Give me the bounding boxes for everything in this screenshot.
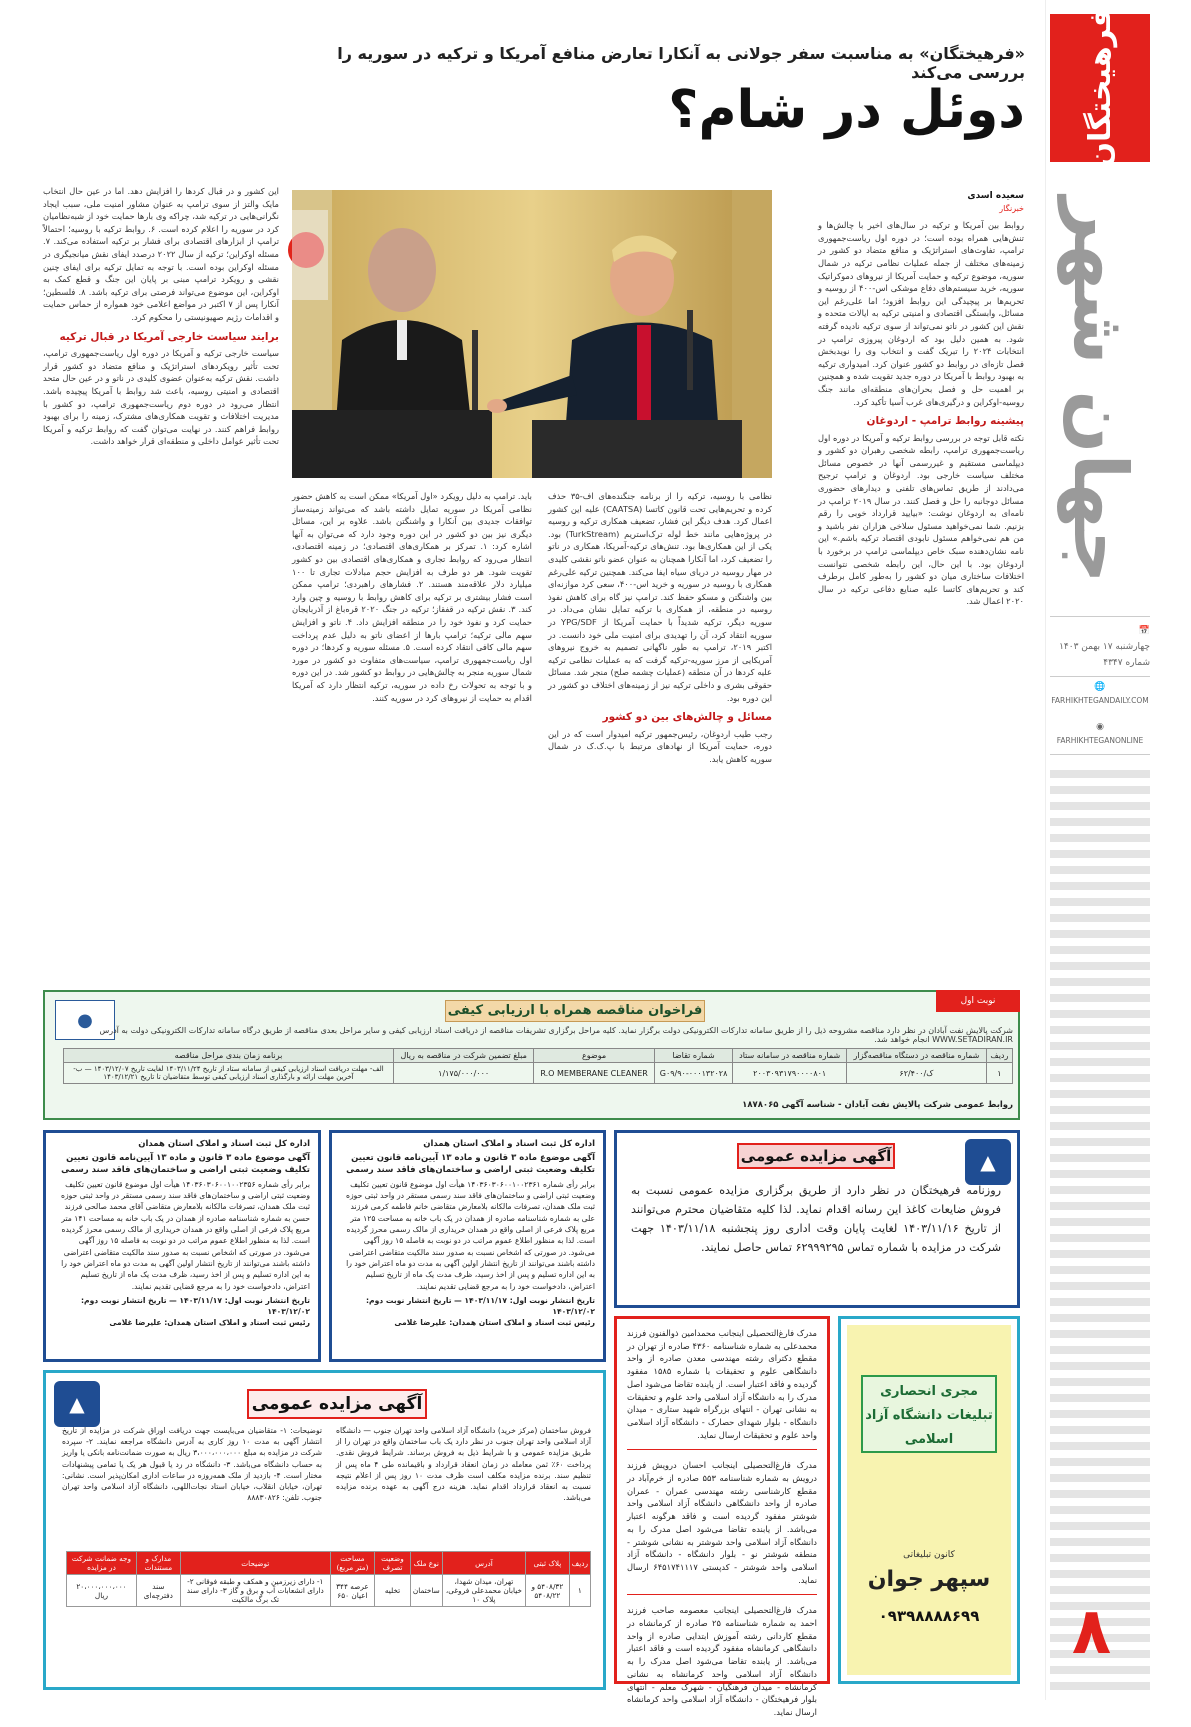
decorative-stripe [1050, 1586, 1150, 1594]
decorative-stripe [1050, 1106, 1150, 1114]
decorative-stripe [1050, 1202, 1150, 1210]
decorative-stripe [1050, 834, 1150, 842]
decorative-stripe [1050, 1026, 1150, 1034]
table-row: ۱ ۵۴۰۸/۳۲ و ۵۴۰۸/۲۲ تهران، میدان شهدا، خیابان محمدعلی فروغی، پلاک ۱۰ ساختمان تخلیه عرصه ۳۴۴ اعیان ۶۵۰ ۱- دارای زیرزمین و همکف و طبقه فوقانی ۲- دارای انشعابات آب و برق و گاز ۳- دارای سند تک برگ مالکیت سند دفترچه‌ای ۲۰،۰۰۰،۰۰۰،۰۰۰ ریال [67, 1575, 591, 1607]
globe-icon: 🌐 [1094, 682, 1106, 692]
leaders-press-conference-image [292, 190, 772, 478]
article-column-1 [818, 190, 1024, 870]
decorative-stripe [1050, 1218, 1150, 1226]
registry-notice-left [43, 1130, 321, 1362]
subheading: پیشینه روابط ترامپ - اردوغان [866, 415, 1024, 428]
decorative-stripe [1050, 1362, 1150, 1370]
university-logo-icon: ▲ [965, 1139, 1011, 1185]
decorative-stripe [1050, 1490, 1150, 1498]
property-table [66, 1551, 591, 1607]
tender-title: فراخوان مناقصه همراه با ارزیابی کیفی [445, 1000, 705, 1022]
issue-date: چهارشنبه ۱۷ بهمن ۱۴۰۳ [1059, 642, 1150, 652]
article-photo [292, 190, 772, 478]
refinery-logo-icon: ● [55, 1000, 115, 1040]
tender-table [63, 1048, 1013, 1084]
decorative-stripe [1050, 1186, 1150, 1194]
lost-certificates-box [614, 1316, 830, 1717]
brand-logo [1050, 8, 1150, 168]
decorative-stripe [1050, 1682, 1150, 1690]
decorative-stripe [1050, 994, 1150, 1002]
notice-title: آگهی موضوع ماده ۳ قانون و ماده ۱۳ آیین‌نامه قانون تعیین تکلیف وضعیت ثبتی اراضی و ساختمان‌های فاقد سند رسمی [346, 1153, 595, 1175]
auction-title: آگهی مزایده عمومی [737, 1143, 895, 1169]
divider [1050, 616, 1150, 617]
divider [1050, 676, 1150, 677]
decorative-stripe [1050, 1234, 1150, 1242]
agency-label: کانون تبلیغاتی [903, 1550, 955, 1560]
decorative-stripe [1050, 1474, 1150, 1482]
notice-signature: رئیس ثبت اسناد و املاک استان همدان: علیرضا غلامی [394, 1318, 595, 1328]
table-row: ۱ ک/۶۲/۴۰۰ ۲۰۰۳۰۹۳۱۷۹۰۰۰۰۸۰۱ ۹۰-۰۰۰۱۳۲۰۲۸/G۰۹ R.O MEMBERANE CLEANER ۱/۱۷۵/۰۰۰/۰۰۰ الف- مهلت دریافت اسناد ارزیابی کیفی از سامانه ستاد از تاریخ ۱۴۰۳/۱۱/۲۴ لغایت تاریخ ۱۴۰۳/۱۲/۰۷ — ب- آخرین مهلت ارائه و بارگذاری اسناد ارزیابی کیفی توسط متقاضیان تا تاریخ ۱۴۰۳/۱۲/۲۱ [64, 1063, 1013, 1084]
divider [1050, 754, 1150, 755]
notice-signature: رئیس ثبت اسناد و املاک استان همدان: علیرضا غلامی [109, 1318, 310, 1328]
decorative-stripe [1050, 1154, 1150, 1162]
decorative-stripe [1050, 1522, 1150, 1530]
decorative-stripe [1050, 802, 1150, 810]
article-column-4 [43, 185, 279, 975]
decorative-stripe [1050, 1138, 1150, 1146]
decorative-stripe [1050, 770, 1150, 778]
decorative-stripe [1050, 1090, 1150, 1098]
decorative-stripe [1050, 1554, 1150, 1562]
decorative-stripe [1050, 1378, 1150, 1386]
social-handle[interactable]: FARHIKHTEGANONLINE [1056, 736, 1144, 745]
article-column-3 [292, 490, 532, 960]
decorative-stripe [1050, 1570, 1150, 1578]
decorative-stripe [1050, 1506, 1150, 1514]
agency-promo [838, 1316, 1020, 1684]
promo-panel [847, 1325, 1011, 1675]
decorative-stripe [1050, 1538, 1150, 1546]
brand-name: فرهیختگان [1082, 8, 1118, 168]
auction-body: روزنامه فرهیختگان در نظر دارد از طریق برگزاری مزایده عمومی نسبت به فروش ضایعات کاغذ این رسانه اقدام نماید. لذا کلیه متقاضیان محترم می‌توانند از تاریخ ۱۴۰۳/۱۱/۱۶ لغایت پایان وقت اداری روز پنجشنبه ۱۴۰۳/۱۱/۱۸ جهت شرکت در مزایده با شماره تماس ۶۲۹۹۹۲۹۵ تماس حاصل نمایند. [631, 1184, 1001, 1254]
decorative-stripe [1050, 1442, 1150, 1450]
registry-notice-right [329, 1130, 606, 1362]
instagram-icon: ◉ [1096, 722, 1104, 732]
article-column-2 [548, 490, 772, 960]
section-title: جهان شهر [1057, 196, 1143, 584]
lost-certificate-notice: مدرک فارغ‌التحصیلی اینجانب معصومه صاحب فرزند احمد به شماره شناسنامه ۲۵ صادره از کرمانشاه در مقطع کاردانی رشته آموزش ابتدایی صادره از واحد دانشگاهی کرمانشاه مفقود گردیده است و فاقد اعتبار می‌باشد. از یابنده تقاضا می‌شود اصل مدرک را به دانشگاه آزاد اسلامی واحد کرمانشاه به نشانی کرمانشاه - میدان فرهنگیان - شهرک معلم - انتهای بلوار فرهیختگان - دانشگاه آزاد اسلامی واحد کرمانشاه ارسال نماید. [627, 1605, 817, 1717]
lost-certificate-notice: مدرک فارغ‌التحصیلی اینجانب احسان درویش فرزند درویش به شماره شناسنامه ۵۵۳ صادره از خرم‌آباد در مقطع کارشناسی رشته مهندسی عمران - عمران صادره از واحد دانشگاهی دانشگاه آزاد اسلامی واحد شوشتر مفقود گردیده است و فاقد هرگونه اعتبار می‌باشد. از یابنده تقاضا می‌شود اصل مدرک را به دانشگاه آزاد اسلامی واحد شوشتر به نشانی شوشتر - منطقه شوشتر نو - بلوار دانشگاه - دانشگاه آزاد اسلامی واحد شوشتر - کدپستی ۶۴۵۱۷۴۱۱۱۷ ارسال نماید. [627, 1459, 817, 1595]
decorative-stripe [1050, 930, 1150, 938]
decorative-stripe [1050, 1330, 1150, 1338]
table-header-row: ردیف پلاک ثبتی آدرس نوع ملک وضعیت تصرف مساحت (متر مربع) توضیحات مدارک و مستندات وجه ضمانت شرکت در مزایده [67, 1552, 591, 1575]
property-auction-notice [43, 1370, 606, 1690]
article-body: سیاست خارجی ترکیه و آمریکا در دوره اول ریاست‌جمهوری ترامپ، تحت تأثیر رویکردهای استراتژیک و منافع متضاد دو کشور قرار داشت. نقش ترکیه به‌عنوان عضوی کلیدی در ناتو و در عین حال متحد اقتصادی و امنیتی روسیه، باعث شد روابط با آمریکا پیچیده باشد. انتظار می‌رود در دوره دوم ریاست‌جمهوری ترامپ، دو کشور با مدیریت اختلافات و تقویت همکاری‌های مشترک، زمینه را برای بهبود روابط فراهم کنند. در نهایت می‌توان گفت که روابط ترکیه و آمریکا تحت تأثیر عوامل داخلی و منطقه‌ای قرار خواهد داشت. [43, 348, 279, 447]
article-body: نظامی با روسیه، ترکیه را از برنامه جنگنده‌های اف-۳۵ حذف کرده و تحریم‌هایی تحت قانون کاتسا (CAATSA) علیه این کشور اعمال کرد. هدف دیگر این فشار، تضعیف همکاری ترکیه و روسیه در پروژه‌هایی مانند خط لوله ترک‌استریم (TurkStream) بود. یکی از این همکاری‌ها بود. تنش‌های ترکیه-آمریکا، همکاری در ناتو را تضعیف کرد، اما آنکارا همچنان به عنوان عضو ناتو نقشی کلیدی در مهار روسیه در دریای سیاه ایفا می‌کند. همچنین ترکیه علی‌رغم همکاری با روسیه در سوریه و خرید اس-۴۰۰، سعی کرد موازنه‌ای بین واشنگتن و مسکو حفظ کند. ترامپ نیز گاه برای کاهش نفوذ روسیه در منطقه، از همکاری با ترکیه تمایل نشان می‌داد. در سوریه دیگر، ترکیه شدیداً با حمایت آمریکا از YPG/SDF در سوریه انتقاد کرد، آن را تهدیدی برای امنیت ملی خود دانست. در اکتبر ۲۰۱۹، ترامپ به طور ناگهانی تصمیم به خروج نیروهای آمریکایی از مرز سوریه-ترکیه گرفت که به عملیات نظامی ترکیه علیه کردها در آن منطقه (عملیات چشمه صلح) منجر شد. مسائل حقوقی بشری و داخلی ترکیه نیز از زمینه‌های اختلاف دو کشور در این دوره بود. [548, 491, 773, 703]
decorative-stripe [1050, 962, 1150, 970]
page-number: ۸ [1072, 1595, 1112, 1669]
article-body: رجب طیب اردوغان، رئیس‌جمهور ترکیه امیدوار است که در این دوره، حمایت آمریکا از نهادهای مرتبط با پ.ک.ک در شمال سوریه کاهش یابد. [548, 728, 772, 764]
decorative-stripe [1050, 946, 1150, 954]
tender-notice [43, 990, 1020, 1120]
author-name: سعیده اسدی [967, 191, 1024, 201]
notice-dates: تاریخ انتشار نوبت اول: ۱۴۰۳/۱۱/۱۷ — تاریخ انتشار نوبت دوم: ۱۴۰۳/۱۲/۰۲ [365, 1295, 595, 1317]
tender-intro: شرکت پالایش نفت آبادان در نظر دارد مناقصه مشروحه ذیل را از طریق سامانه تدارکات الکترونیکی دولت برگزار نماید. کلیه مراحل برگزاری تشریفات مناقصه از دریافت اسناد ارزیابی کیفی و سایر مراحل بعدی مناقصه از طریق درگاه سامانه تدارکات الکترونیکی دولت به آدرس WWW.SETADIRAN.IR انجام خواهد شد. [99, 1026, 1013, 1044]
decorative-stripe [1050, 850, 1150, 858]
article-headline: دوئل در شام؟ [668, 80, 1025, 140]
decorative-stripe [1050, 882, 1150, 890]
notice-header: اداره کل ثبت اسناد و املاک استان همدان [138, 1139, 310, 1149]
decorative-stripe [1050, 1346, 1150, 1354]
tender-badge: نوبت اول [936, 990, 1020, 1012]
decorative-stripe [1050, 1314, 1150, 1322]
subheading: مسائل و چالش‌های بین دو کشور [602, 711, 772, 724]
decorative-stripe [1050, 866, 1150, 874]
agency-name: سپهر جوان [867, 1567, 991, 1592]
decorative-stripe [1050, 1282, 1150, 1290]
decorative-stripe [1050, 978, 1150, 986]
notice-body: برابر رأی شماره ۱۴۰۳۶۰۳۰۶۰۰۱۰۰۲۳۶۱ هیأت اول موضوع قانون تعیین تکلیف وضعیت ثبتی اراضی و ساختمان‌های فاقد سند رسمی مستقر در واحد ثبتی حوزه ثبت ملک همدان، تصرفات مالکانه بلامعارض متقاضی خانم فاطمه کرمی فرزند علی به شماره شناسنامه صادره از همدان در یک باب خانه به مساحت ۱۲۵ متر مربع پلاک فرعی از اصلی واقع در همدان خریداری از مالک رسمی محرز گردیده است. لذا به منظور اطلاع عموم مراتب در دو نوبت به فاصله ۱۵ روز آگهی می‌شود. در صورتی که اشخاص نسبت به صدور سند مالکیت متقاضی اعتراضی داشته باشند می‌توانند از تاریخ انتشار اولین آگهی به مدت دو ماه اعتراض خود را به این اداره تسلیم و پس از اخذ رسید، ظرف مدت یک ماه از تاریخ تسلیم اعتراض، دادخواست خود را به مرجع قضایی تقدیم نمایند. [346, 1179, 595, 1291]
lost-certificate-notice: مدرک فارغ‌التحصیلی اینجانب محمدامین ذوالفنون فرزند محمدعلی به شماره شناسنامه ۴۳۶۰ صادره از تهران در مقطع دکترای رشته مهندسی معدن صادره از واحد دانشگاهی علوم و تحقیقات با شماره ۱۵۸۵ مفقود گردیده و فاقد اعتبار است. از یابنده تقاضا می‌شود اصل مدرک را به دانشگاه آزاد اسلامی واحد علوم و تحقیقات به نشانی تهران - انتهای بزرگراه شهید ستاری - میدان دانشگاه - بلوار شهدای حصارک - دانشگاه آزاد اسلامی واحد علوم و تحقیقات ارسال نماید. [627, 1327, 817, 1450]
property-auction-title: آگهی مزایده عمومی [247, 1389, 427, 1419]
decorative-stripe [1050, 898, 1150, 906]
agency-phone[interactable]: ۰۹۳۹۸۸۸۸۶۹۹ [878, 1607, 980, 1625]
decorative-stripe [1050, 1010, 1150, 1018]
article-body: باید. ترامپ به دلیل رویکرد «اول آمریکا» ممکن است به کاهش حضور نظامی آمریکا در سوریه تمایل داشته باشد که می‌تواند زمینه‌ساز توافقات جدیدی بین آنکارا و واشنگتن باشد. علاوه بر این، مسائل دیگری نیز بین دو کشور در این دوره وجود دارد که می‌توان به آنها اشاره کرد: ۱. تمرکز بر همکاری‌های اقتصادی؛ در زمینه اقتصادی، انتظار می‌رود که روابط تجاری و همکاری‌های اقتصادی بین دو کشور تقویت شود. هر دو طرف به افزایش حجم مبادلات تجاری تا ۱۰۰ میلیارد دلار علاقه‌مند هستند. ۲. فشارهای راهبردی؛ ترامپ ممکن است فشار بیشتری بر ترکیه برای کاهش روابط با روسیه و چین وارد کند. ۳. نقش ترکیه در قفقاز؛ ترکیه در جنگ ۲۰۲۰ قره‌باغ از آذربایجان حمایت کرد و نفوذ خود را در منطقه افزایش داد. ۴. ناتو و افزایش سهم مالی ترکیه؛ ترامپ بارها از اعضای ناتو به دلیل عدم پرداخت سهم مالی کافی انتقاد کرده است. ۵. مسئله سوریه و کردها؛ در دوره اول ریاست‌جمهوری ترامپ، سیاست‌های متفاوت دو کشور در مورد شمال سوریه منجر به چالش‌هایی در روابط دو کشور شد. در این دوره و با توجه به تحولات رخ داده در سوریه، ترکیه انتظار دارد که آمریکا اقدام به حمایت از نیروهای کرد در سوریه کنند. [292, 491, 532, 703]
property-auction-notes: توضیحات: ۱- متقاضیان می‌بایست جهت دریافت اوراق شرکت در مزایده از تاریخ انتشار آگهی به مدت ۱۰ روز کاری به آدرس دانشگاه مراجعه نمایند. ۲- سپرده شرکت در مزایده به مبلغ ۳،۰۰۰،۰۰۰،۰۰۰ ریال به صورت ضمانت‌نامه بانکی یا واریز به حساب دانشگاه می‌باشد. ۳- دانشگاه در رد یا قبول هر یک یا تمامی پیشنهادات مختار است. ۴- بازدید از ملک همه‌روزه در ساعات اداری امکان‌پذیر است. نشانی: تهران، خیابان انقلاب، خیابان استاد نجات‌اللهی، دانشگاه آزاد اسلامی واحد تهران جنوب. تلفن: ۸۸۸۳۰۸۲۶ [62, 1426, 323, 1503]
decorative-stripe [1050, 818, 1150, 826]
decorative-stripe [1050, 1410, 1150, 1418]
article-body: این کشور و در قبال کردها را افزایش دهد. اما در عین حال انتخاب مایک والتز از سوی ترامپ به عنوان مشاور امنیت ملی، سبب ایجاد نگرانی‌هایی در ترکیه شد، چراکه وی بارها حمایت خود از شبه‌نظامیان کرد در سوریه را اعلام کرده است. ۶. روابط ترکیه با روسیه؛ احتمالاً ترامپ از ابزارهای اقتصادی برای فشار بر ترکیه استفاده می‌کند. ۷. مسئله اوکراین؛ ترکیه از سال ۲۰۲۲ درصدد ایفای نقش میانجیگری در مسئله اوکراین بوده است. با توجه به تمایل ترکیه برای ایفای چنین نقشی و رویکرد ترامپ مبنی بر پایان این جنگ و قطع کمک به اوکراین، این موضوع می‌تواند فرصتی برای ترکیه باشد. ۸. فلسطین؛ آنکارا پس از ۷ اکتبر در مواضع اعلامی خود همواره از حماس حمایت و اقدامات رژیم صهیونیستی را محکوم کرد. [43, 186, 280, 322]
tender-footer: روابط عمومی شرکت پالایش نفت آبادان - شناسه آگهی ۱۸۷۸۰۶۵ [742, 1100, 1013, 1110]
decorative-stripe [1050, 786, 1150, 794]
university-logo-icon: ▲ [54, 1381, 100, 1427]
decorative-stripe [1050, 1058, 1150, 1066]
notice-dates: تاریخ انتشار نوبت اول: ۱۴۰۳/۱۱/۱۷ — تاریخ انتشار نوبت دوم: ۱۴۰۳/۱۲/۰۲ [80, 1295, 310, 1317]
decorative-stripe [1050, 914, 1150, 922]
decorative-stripe [1050, 1042, 1150, 1050]
decorative-stripe [1050, 1394, 1150, 1402]
decorative-stripe [1050, 1074, 1150, 1082]
notice-header: اداره کل ثبت اسناد و املاک استان همدان [423, 1139, 595, 1149]
promo-title: مجری انحصاری تبلیغات دانشگاه آزاد اسلامی [861, 1375, 997, 1453]
notice-title: آگهی موضوع ماده ۳ قانون و ماده ۱۳ آیین‌نامه قانون تعیین تکلیف وضعیت ثبتی اراضی و ساختمان‌های فاقد سند رسمی [61, 1153, 310, 1175]
property-auction-terms: فروش ساختمان (مرکز خرید) دانشگاه آزاد اسلامی واحد تهران جنوب — دانشگاه آزاد اسلامی واحد تهران جنوب در نظر دارد یک باب ساختمان واقع در تهران را از طریق مزایده عمومی و با شرایط ذیل به فروش برساند. شرایط فروش نقدی. پرداخت ۶۰٪ ثمن معامله در زمان انعقاد قرارداد و باقیمانده طی ۴ ماه پس از تنظیم سند. برنده مزایده مکلف است ظرف مدت ۱۰ روز پس از اعلام نتیجه نسبت به انعقاد قرارداد اقدام نماید. هزینه درج آگهی به عهده برنده مزایده می‌باشد. [336, 1426, 592, 1503]
subheading: برایند سیاست خارجی آمریکا در قبال ترکیه [59, 330, 279, 343]
notice-body: برابر رأی شماره ۱۴۰۳۶۰۳۰۶۰۰۱۰۰۲۳۵۶ هیأت اول موضوع قانون تعیین تکلیف وضعیت ثبتی اراضی و ساختمان‌های فاقد سند رسمی مستقر در واحد ثبتی حوزه ثبت ملک همدان، تصرفات مالکانه بلامعارض متقاضی آقای محمد صالحی فرزند حسن به شماره شناسنامه صادره از همدان در یک باب خانه به مساحت ۱۴۱ متر مربع پلاک فرعی از اصلی واقع در همدان خریداری از مالک رسمی محرز گردیده است. لذا به منظور اطلاع عموم مراتب در دو نوبت به فاصله ۱۵ روز آگهی می‌شود. در صورتی که اشخاص نسبت به صدور سند مالکیت متقاضی اعتراضی داشته باشند می‌توانند از تاریخ انتشار اولین آگهی به مدت دو ماه اعتراض خود را به این اداره تسلیم و پس از اخذ رسید، ظرف مدت یک ماه از تاریخ تسلیم اعتراض، دادخواست خود را به مرجع قضایی تقدیم نمایند. [61, 1179, 310, 1291]
decorative-stripe [1050, 1266, 1150, 1274]
decorative-stripe [1050, 1458, 1150, 1466]
decorative-stripe [1050, 1170, 1150, 1178]
decorative-stripe [1050, 1122, 1150, 1130]
decorative-stripe [1050, 1426, 1150, 1434]
issue-number: شماره ۴۳۴۷ [1103, 658, 1150, 668]
decorative-stripe [1050, 1250, 1150, 1258]
decorative-stripe [1050, 1298, 1150, 1306]
article-body: نکته قابل توجه در بررسی روابط ترکیه و آمریکا در دوره اول ریاست‌جمهوری ترامپ، رابطه شخصی رهبران دو کشور و دیپلماسی مستقیم و غیررسمی آنها در خصوص مسائل مختلف سیاست خارجی بود. اردوغان و ترامپ ترجیح می‌دادند از طریق تماس‌های تلفنی و دیدارهای حضوری مسائل دوجانبه را حل و فصل کنند. در سال ۲۰۱۹ ترامپ در نامه‌ای به اردوغان نوشت: «بیایید قرارداد خوبی را رقم بزنیم. شما نمی‌خواهید مسئول سلاخی هزاران نفر باشید و من هم نمی‌خواهم مسئول نابودی اقتصاد ترکیه باشم.» این نامه نشان‌دهنده سبک خاص دیپلماسی ترامپ در برخورد با اردوغان بود. با این حال، این رابطه شخصی نتوانست اختلافات ساختاری میان دو کشور را به‌طور کامل برطرف کند و تحریم‌های کاتسا علیه صنایع دفاعی ترکیه در سال ۲۰۲۰ اعمال شد. [818, 432, 1025, 607]
article-body: روابط بین آمریکا و ترکیه در سال‌های اخیر با چالش‌ها و تنش‌هایی همراه بوده است؛ در دوره اول ریاست‌جمهوری ترامپ، تفاوت‌های استراتژیک و منافع متضاد دو کشور در زمینه‌های مختلف از جمله عملیات نظامی ترکیه در شمال سوریه، موضوع ترکیه و حمایت آمریکا از نیروهای دموکراتیک سوریه، خرید سیستم‌های دفاع موشکی اس-۴۰۰ از روسیه و تحریم‌ها بر پیچیدگی این روابط افزود؛ اما علی‌رغم این مسائل، وابستگی اقتصادی و امنیتی ترکیه به ایالات متحده و نقش این کشور در ناتو نمی‌تواند از سوی ترکیه نادیده گرفته شود. به همین دلیل بود که اردوغان پیروزی ترامپ در انتخابات ۲۰۲۴ را تبریک گفت و انتخاب وی را نویدبخش فصل تازه‌ای در روابط دو کشور عنوان کرد. امیدواری ترکیه به بهبود روابط با آمریکا در دوره جدید تقویت شده و همچنین بر اهمیت حل و فصل بحران‌های منطقه‌ای مانند جنگ روسیه-اوکراین و درگیری‌های غرب آسیا تأکید کرد. [818, 220, 1024, 407]
calendar-icon: 📅 [1138, 626, 1150, 636]
article-kicker: «فرهیختگان» به مناسبت سفر جولانی به آنکارا تعارض منافع آمریکا و ترکیه در سوریه را بررسی می‌کند [337, 44, 1025, 82]
author-role: خبرنگار [999, 203, 1024, 213]
auction-notice [614, 1130, 1020, 1308]
table-header-row: ردیف شماره مناقصه در دستگاه مناقصه‌گزار شماره مناقصه در سامانه ستاد شماره تقاضا موضوع مبلغ تضمین شرکت در مناقصه به ریال برنامه زمان بندی مراحل مناقصه [64, 1049, 1013, 1063]
website-link[interactable]: FARHIKHTEGANDAILY.COM [1051, 696, 1149, 705]
